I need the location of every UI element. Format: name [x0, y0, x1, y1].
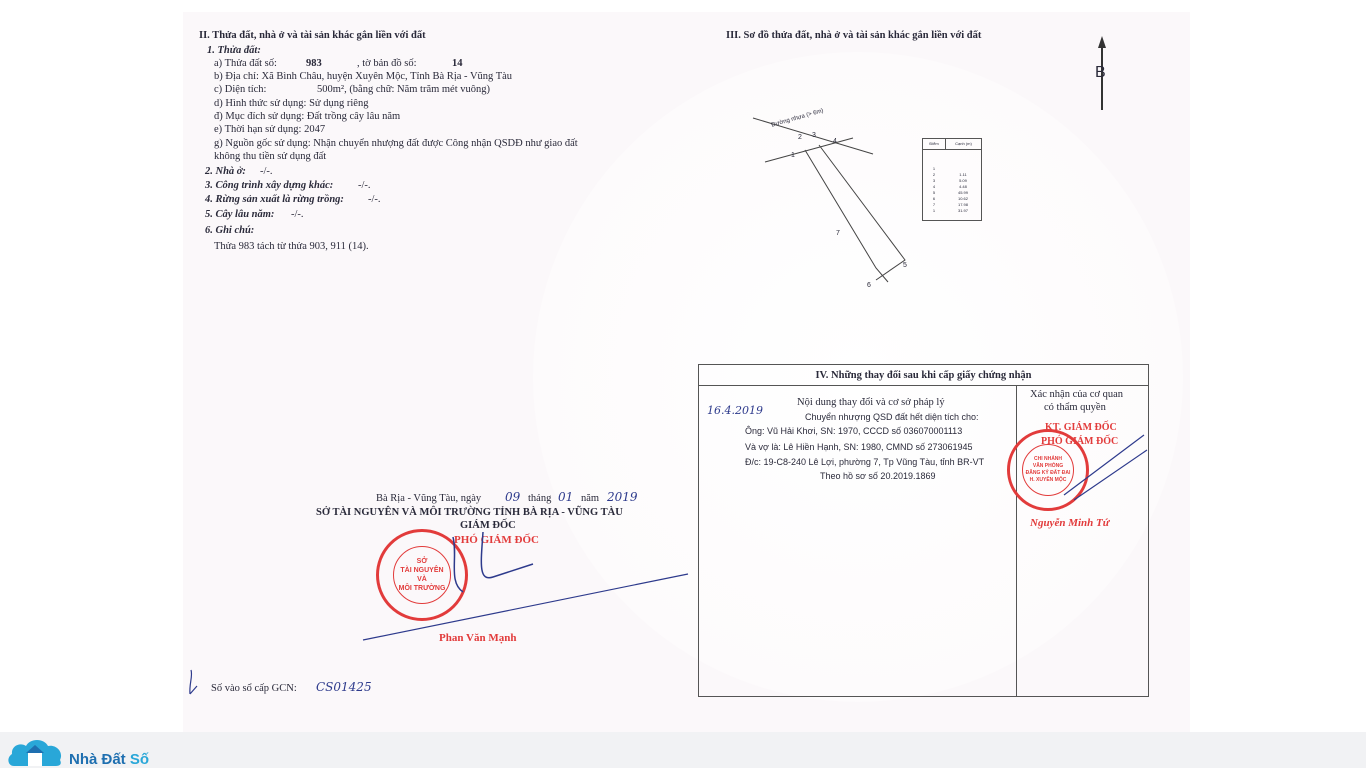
director-title: GIÁM ĐỐC — [460, 520, 516, 531]
works-heading: 3. Công trình xây dựng khác: — [205, 180, 334, 191]
usage-purpose: đ) Mục đích sử dụng: Đất trồng cây lâu năm — [214, 111, 401, 122]
signing-day: 09 — [505, 490, 521, 504]
area-value: 500m², (bằng chữ: Năm trăm mét vuông) — [317, 84, 491, 95]
change-line5: Theo hồ sơ số 20.2019.1869 — [820, 471, 936, 481]
forest-heading: 4. Rừng sản xuất là rừng trồng: — [205, 194, 344, 205]
stamp-text: VĂN PHÒNG — [1032, 463, 1064, 469]
perennial-value: -/-. — [291, 209, 304, 220]
table-cell: 4.48 — [959, 184, 967, 189]
deputy-title: PHÓ GIÁM ĐỐC — [1041, 436, 1119, 447]
perennial-heading: 5. Cây lâu năm: — [205, 209, 275, 220]
table-cell: 2 — [932, 172, 936, 177]
notes-value: Thửa 983 tách từ thửa 903, 911 (14). — [214, 241, 369, 252]
point-3: 3 — [812, 132, 816, 139]
point-1: 1 — [791, 152, 795, 159]
authority-name: SỞ TÀI NGUYÊN VÀ MÔI TRƯỜNG TỈNH BÀ RỊA - VŨNG TÀU — [316, 507, 623, 518]
brand-logo[interactable] — [69, 751, 149, 768]
signing-year: 2019 — [607, 490, 638, 504]
table-cell: 5 — [932, 190, 936, 195]
house-value: -/-. — [260, 166, 273, 177]
registry-label: Số vào sổ cấp GCN: — [211, 683, 297, 694]
address: b) Địa chỉ: Xã Bình Châu, huyện Xuyên Mộc, Tỉnh Bà Rịa - Vũng Tàu — [214, 71, 513, 82]
confirm-col-header-2: có thẩm quyền — [1044, 402, 1106, 413]
house-heading: 2. Nhà ở: — [205, 166, 246, 177]
north-label: B — [1095, 64, 1106, 81]
table-cell: 3 — [932, 178, 936, 183]
table-cell: 1 — [932, 208, 936, 213]
point-2: 2 — [798, 134, 802, 141]
deputy-director-title: PHÓ GIÁM ĐỐC — [454, 534, 539, 546]
signing-month-label: tháng — [528, 493, 552, 504]
map-number: 14 — [452, 58, 463, 69]
column-divider — [1016, 385, 1017, 696]
table-cell: 10.62 — [957, 196, 968, 201]
area-label: c) Diện tích: — [214, 84, 267, 95]
change-line4: Đ/c: 19-C8-240 Lê Lợi, phường 7, Tp Vũng Tàu, tỉnh BR-VT — [745, 457, 985, 467]
parcel-number: 983 — [306, 58, 322, 69]
certificate-page — [183, 12, 1190, 732]
section4-title: IV. Những thay đổi sau khi cấp giấy chứng nhận — [815, 369, 1032, 381]
origin-line1: g) Nguồn gốc sử dụng: Nhận chuyển nhượng đất được Công nhận QSDĐ như giao đất — [214, 138, 578, 149]
confirm-col-header-1: Xác nhận của cơ quan — [1030, 389, 1124, 400]
usage-form: d) Hình thức sử dụng: Sử dụng riêng — [214, 98, 369, 109]
table-cell: 1 — [932, 166, 936, 171]
footer-bar — [0, 732, 1366, 768]
check-mark-icon — [187, 668, 201, 698]
table-cell: 31.97 — [957, 208, 968, 213]
table-cell: 5.09 — [959, 178, 967, 183]
table-header: Điểm — [923, 139, 946, 149]
registry-number: CS01425 — [316, 680, 372, 694]
signature-stroke — [353, 512, 713, 652]
changes-col-header: Nội dung thay đổi và cơ sở pháp lý — [797, 397, 945, 408]
brand-name-b: Số — [129, 751, 150, 768]
table-header: Cạnh (m) — [955, 141, 972, 146]
brand-name-a: Nhà Đất — [69, 751, 126, 768]
forest-value: -/-. — [368, 194, 381, 205]
stamp-text: CHI NHÁNH — [1033, 456, 1063, 462]
stamp-text: SỞ — [416, 558, 428, 565]
map-label: , tờ bản đồ số: — [357, 58, 417, 69]
stamp-text: VÀ — [417, 576, 427, 583]
changes-title-row — [699, 365, 1148, 386]
signer-name: Phan Văn Mạnh — [439, 632, 517, 644]
branch-signer: Nguyễn Minh Tứ — [1030, 517, 1110, 529]
changes-box — [698, 364, 1149, 697]
signing-year-label: năm — [581, 493, 600, 504]
parcel-diagram — [743, 100, 923, 300]
table-cell: 6 — [932, 196, 936, 201]
land-heading: 1. Thửa đất: — [207, 45, 261, 56]
notes-heading: 6. Ghi chú: — [205, 225, 255, 236]
origin-line2: không thu tiền sử dụng đất — [214, 151, 327, 162]
stamp-text: MÔI TRƯỜNG — [398, 585, 446, 592]
table-cell: 17.98 — [957, 202, 968, 207]
stamp-text: H. XUYÊN MỘC — [1029, 477, 1067, 483]
change-line3: Và vợ là: Lê Hiền Hạnh, SN: 1980, CMND số 273061945 — [745, 442, 973, 452]
point-5: 5 — [903, 262, 907, 269]
table-row — [923, 208, 981, 214]
usage-term: e) Thời hạn sử dụng: 2047 — [214, 124, 326, 135]
signing-place: Bà Rịa - Vũng Tàu, ngày — [376, 493, 482, 504]
kt-director-title: KT. GIÁM ĐỐC — [1045, 422, 1117, 433]
section3-title: III. Sơ đồ thửa đất, nhà ở và tài sản khác gắn liền với đất — [726, 30, 982, 41]
road-label: Đường nhựa (> 6m) — [770, 108, 825, 129]
branch-signature — [1059, 425, 1149, 505]
change-date: 16.4.2019 — [707, 404, 763, 417]
house-cloud-icon[interactable] — [6, 734, 66, 768]
table-cell: 1.11 — [959, 172, 967, 177]
change-line1: Chuyển nhượng QSD đất hết diện tích cho: — [805, 412, 979, 422]
stamp-text: ĐĂNG KÝ ĐẤT ĐAI — [1025, 470, 1071, 476]
point-4: 4 — [833, 138, 837, 145]
section2-title: II. Thửa đất, nhà ở và tài sản khác gắn liền với đất — [199, 30, 426, 41]
table-cell: 7 — [932, 202, 936, 207]
change-line2: Ông: Vũ Hải Khơi, SN: 1970, CCCD số 036070001113 — [745, 426, 963, 436]
table-cell: 4 — [932, 184, 936, 189]
works-value: -/-. — [358, 180, 371, 191]
signing-month: 01 — [558, 490, 574, 504]
point-6: 6 — [867, 282, 871, 289]
stamp-text: TÀI NGUYÊN — [400, 567, 444, 574]
table-cell: 45.99 — [957, 190, 968, 195]
point-7: 7 — [836, 230, 840, 237]
parcel-label: a) Thửa đất số: — [214, 58, 277, 69]
coordinate-table — [922, 138, 982, 221]
